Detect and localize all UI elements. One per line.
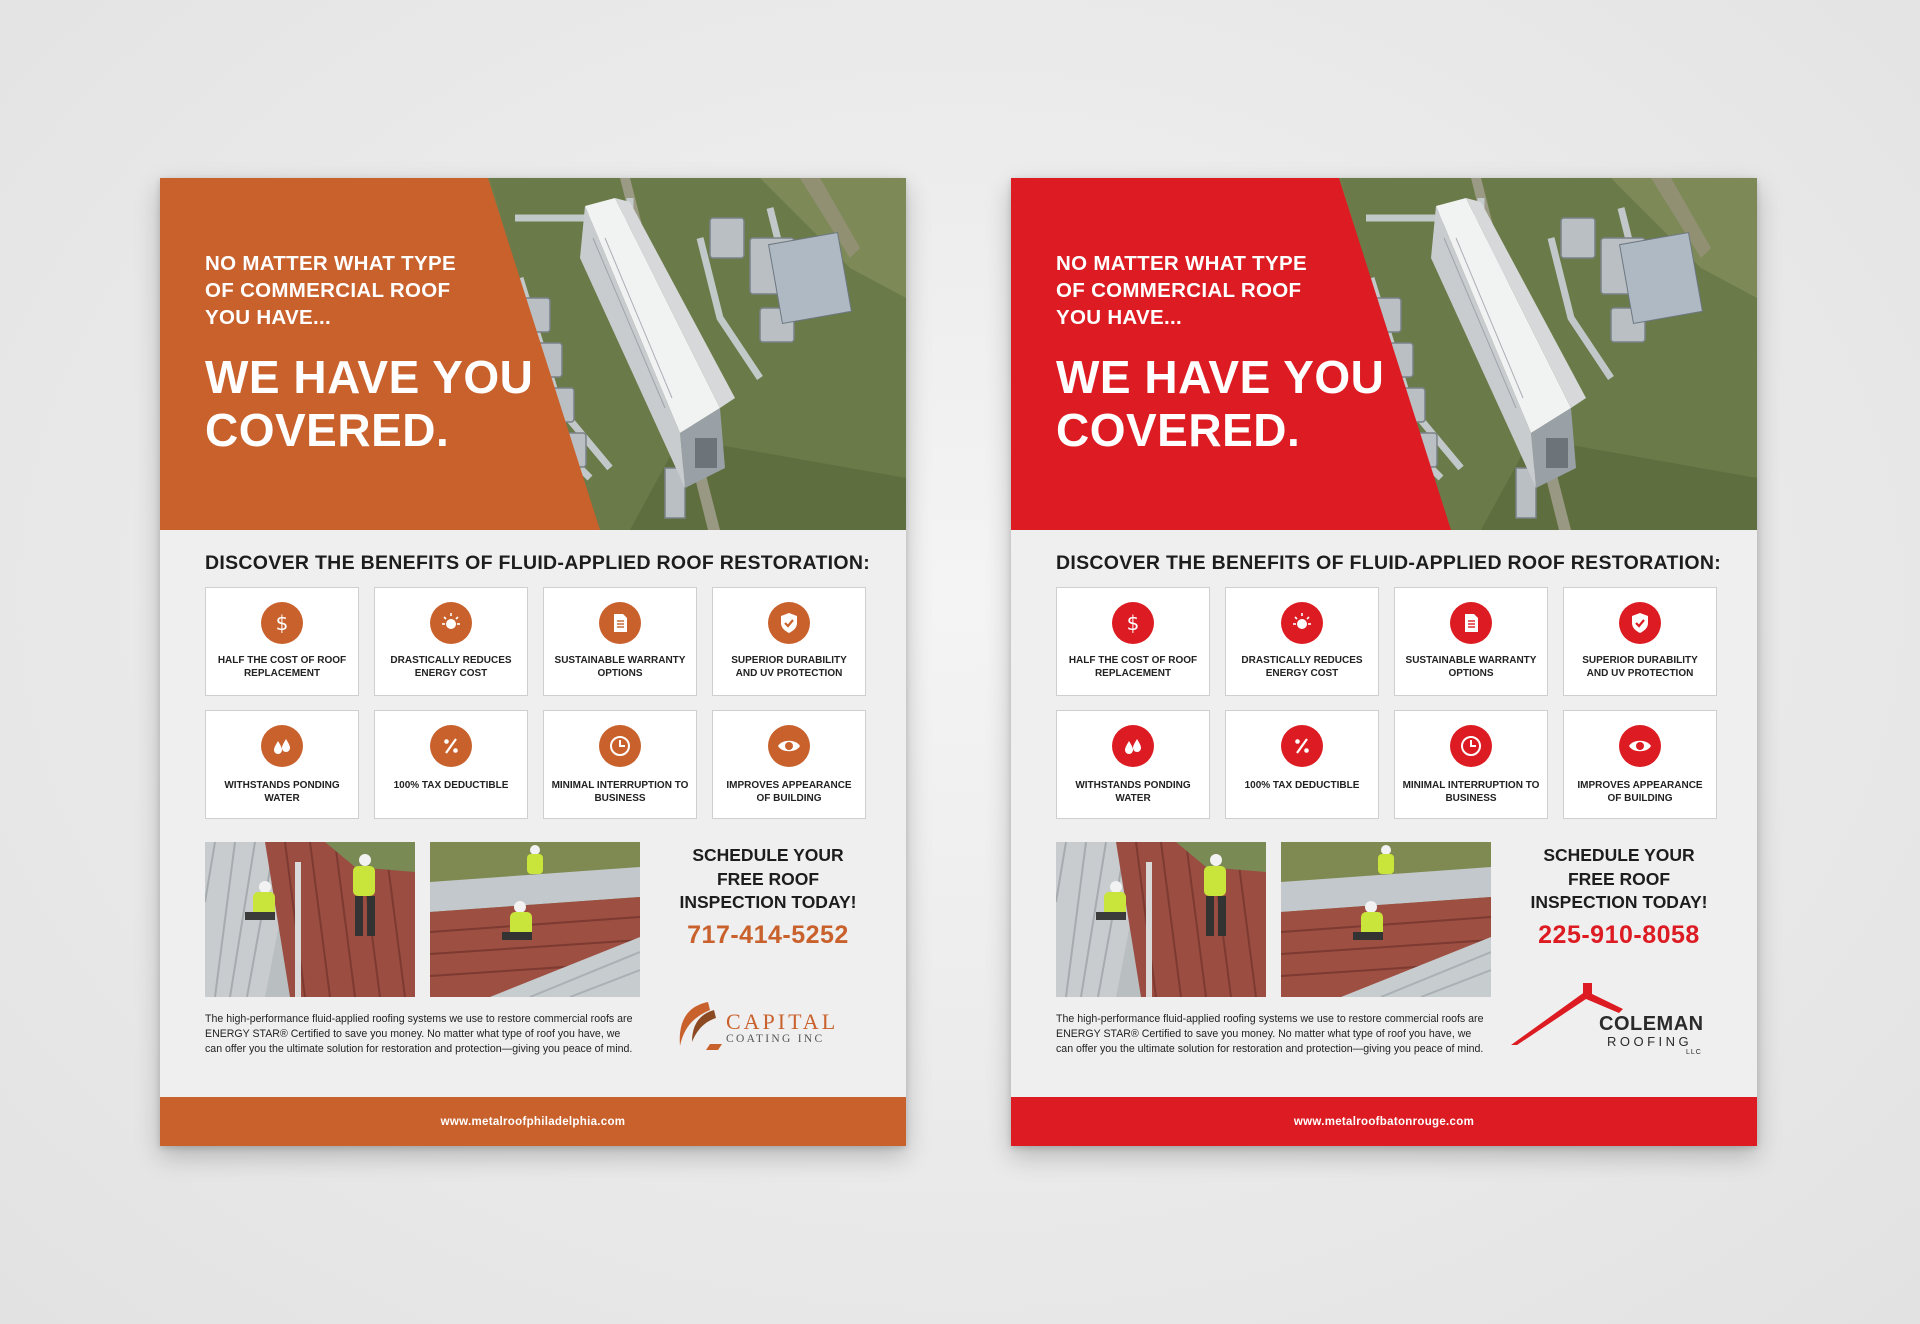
sun-leaf-icon	[430, 602, 472, 644]
benefits-grid	[205, 587, 869, 819]
roof-workers-photo	[1056, 842, 1266, 997]
logo-line1: COLEMAN	[1599, 1013, 1704, 1035]
document-icon	[1450, 602, 1492, 644]
hero-section	[1011, 178, 1757, 530]
benefit-label: DRASTICALLY REDUCES ENERGY COST	[1241, 655, 1363, 679]
benefit-label: IMPROVES APPEARANCE OF BUILDING	[1577, 780, 1703, 804]
benefit-card	[712, 710, 866, 819]
shield-check-icon	[768, 602, 810, 644]
logo-line2: COATING INC	[726, 1033, 825, 1045]
capital-coating-logo	[670, 996, 870, 1054]
website-link[interactable]: www.metalroofphiladelphia.com	[440, 1115, 626, 1128]
website-link[interactable]: www.metalroofbatonrouge.com	[1293, 1115, 1475, 1128]
coleman-roofing-logo	[1511, 981, 1721, 1059]
roof-workers-photo	[430, 842, 640, 997]
clock-icon	[1450, 725, 1492, 767]
benefit-card	[205, 587, 359, 696]
benefit-card	[543, 710, 697, 819]
benefit-label: WITHSTANDS PONDING WATER	[224, 780, 340, 804]
footer-bar	[160, 1097, 906, 1146]
roof-workers-photo	[1281, 842, 1491, 997]
dollar-icon	[261, 602, 303, 644]
benefit-label: 100% TAX DEDUCTIBLE	[1244, 780, 1360, 791]
benefit-card	[1056, 710, 1210, 819]
benefit-label: DRASTICALLY REDUCES ENERGY COST	[390, 655, 512, 679]
benefit-label: SUPERIOR DURABILITY AND UV PROTECTION	[731, 655, 847, 679]
cta-block	[658, 844, 878, 950]
benefit-card	[1394, 710, 1548, 819]
flyer-capital-coating	[160, 178, 906, 1146]
phone-number[interactable]: 717-414-5252	[687, 920, 849, 949]
flyer-coleman-roofing	[1011, 178, 1757, 1146]
benefit-label: SUPERIOR DURABILITY AND UV PROTECTION	[1582, 655, 1698, 679]
benefit-card	[374, 710, 528, 819]
shield-check-icon	[1619, 602, 1661, 644]
document-icon	[599, 602, 641, 644]
water-drops-icon	[1112, 725, 1154, 767]
sun-leaf-icon	[1281, 602, 1323, 644]
benefit-card	[1563, 587, 1717, 696]
benefit-label: HALF THE COST OF ROOF REPLACEMENT	[1068, 655, 1198, 679]
benefits-grid	[1056, 587, 1720, 819]
eye-icon	[1619, 725, 1661, 767]
benefit-label: SUSTAINABLE WARRANTY OPTIONS	[554, 655, 686, 679]
logo-line2: ROOFING	[1607, 1034, 1693, 1049]
benefit-card	[543, 587, 697, 696]
water-drops-icon	[261, 725, 303, 767]
benefits-title: DISCOVER THE BENEFITS OF FLUID-APPLIED ROOF RESTORATION:	[1056, 552, 1722, 574]
benefit-label: MINIMAL INTERRUPTION TO BUSINESS	[551, 780, 689, 804]
hero-section	[160, 178, 906, 530]
svg-text:$: $	[275, 611, 289, 635]
benefit-label: 100% TAX DEDUCTIBLE	[393, 780, 509, 791]
body-copy: The high-performance fluid-applied roofing systems we use to restore commercial roofs are ENERGY STAR® Certified to save you money. No matter what type of roof you have, we can offer you the ultimate solution for restoration and protection—giving you peace of mind.	[1056, 1013, 1484, 1055]
logo-line3: LLC	[1686, 1049, 1702, 1056]
dollar-icon	[1112, 602, 1154, 644]
benefit-label: IMPROVES APPEARANCE OF BUILDING	[726, 780, 852, 804]
hero-headline: WE HAVE YOU COVERED.	[205, 351, 534, 456]
benefit-card	[1225, 710, 1379, 819]
body-copy: The high-performance fluid-applied roofing systems we use to restore commercial roofs are ENERGY STAR® Certified to save you money. No matter what type of roof you have, we can offer you the ultimate solution for restoration and protection—giving you peace of mind.	[205, 1013, 633, 1055]
cta-block	[1509, 844, 1729, 950]
benefit-card	[1394, 587, 1548, 696]
logo-line1: CAPITAL	[726, 1009, 839, 1034]
benefit-card	[1225, 587, 1379, 696]
roof-workers-photo	[205, 842, 415, 997]
benefit-label: WITHSTANDS PONDING WATER	[1075, 780, 1191, 804]
eye-icon	[768, 725, 810, 767]
benefit-card	[374, 587, 528, 696]
hero-pre-heading: NO MATTER WHAT TYPE OF COMMERCIAL ROOF YOU HAVE...	[1056, 252, 1307, 329]
cta-text: SCHEDULE YOUR FREE ROOF INSPECTION TODAY!	[1530, 845, 1708, 912]
benefit-card	[1056, 587, 1210, 696]
footer-bar	[1011, 1097, 1757, 1146]
percent-icon	[1281, 725, 1323, 767]
benefit-label: MINIMAL INTERRUPTION TO BUSINESS	[1402, 780, 1540, 804]
hero-pre-heading: NO MATTER WHAT TYPE OF COMMERCIAL ROOF YOU HAVE...	[205, 252, 456, 329]
benefit-label: HALF THE COST OF ROOF REPLACEMENT	[217, 655, 347, 679]
benefit-card	[1563, 710, 1717, 819]
cta-text: SCHEDULE YOUR FREE ROOF INSPECTION TODAY!	[679, 845, 857, 912]
clock-icon	[599, 725, 641, 767]
benefit-card	[205, 710, 359, 819]
benefit-card	[712, 587, 866, 696]
svg-text:$: $	[1126, 611, 1140, 635]
hero-headline: WE HAVE YOU COVERED.	[1056, 351, 1385, 456]
benefit-label: SUSTAINABLE WARRANTY OPTIONS	[1405, 655, 1537, 679]
benefits-title: DISCOVER THE BENEFITS OF FLUID-APPLIED ROOF RESTORATION:	[205, 552, 871, 574]
phone-number[interactable]: 225-910-8058	[1538, 920, 1700, 949]
percent-icon	[430, 725, 472, 767]
